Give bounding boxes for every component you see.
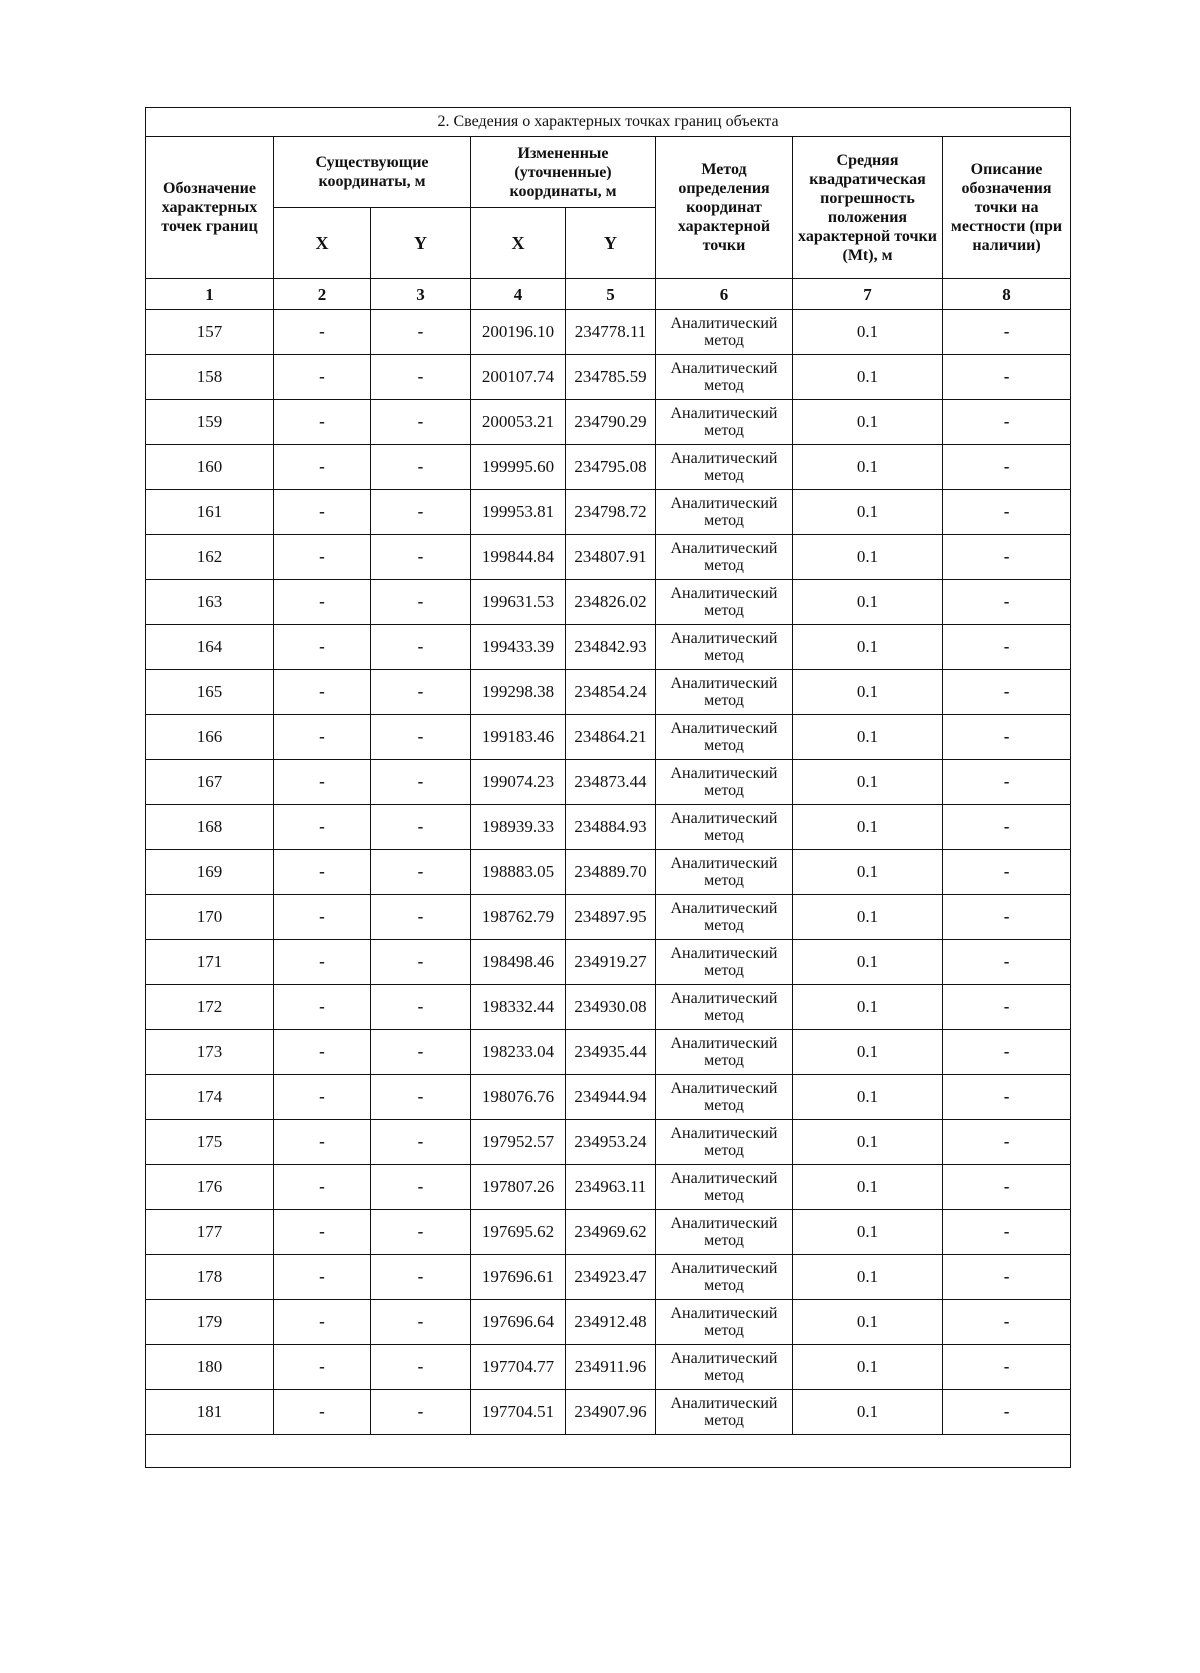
existing-y-cell: - [371,1345,471,1390]
existing-x-cell: - [274,985,371,1030]
point-number-cell: 163 [146,580,274,625]
method-cell: Аналитический метод [656,1030,793,1075]
table-row [146,310,1071,355]
existing-y-cell: - [371,1120,471,1165]
changed-y-cell: 234889.70 [566,850,656,895]
changed-y-cell: 234923.47 [566,1255,656,1300]
point-number-cell: 174 [146,1075,274,1120]
point-number-cell: 168 [146,805,274,850]
changed-y-cell: 234842.93 [566,625,656,670]
point-number-cell: 170 [146,895,274,940]
error-cell: 0.1 [793,1255,943,1300]
description-cell: - [943,355,1071,400]
point-number-cell: 161 [146,490,274,535]
changed-x-cell: 198762.79 [471,895,566,940]
error-cell: 0.1 [793,760,943,805]
table-row [146,355,1071,400]
error-cell: 0.1 [793,1390,943,1435]
point-number-cell: 172 [146,985,274,1030]
table-row [146,1390,1071,1435]
changed-y-cell: 234912.48 [566,1300,656,1345]
description-cell: - [943,625,1071,670]
table-row [146,850,1071,895]
changed-y-cell: 234826.02 [566,580,656,625]
changed-y-cell: 234953.24 [566,1120,656,1165]
description-cell: - [943,805,1071,850]
table-row [146,1120,1071,1165]
existing-y-cell: - [371,355,471,400]
existing-y-cell: - [371,1165,471,1210]
changed-x-cell: 197807.26 [471,1165,566,1210]
description-cell: - [943,1390,1071,1435]
existing-x-cell: - [274,1390,371,1435]
changed-x-cell: 198076.76 [471,1075,566,1120]
error-cell: 0.1 [793,355,943,400]
table-row [146,1165,1071,1210]
error-cell: 0.1 [793,940,943,985]
error-cell: 0.1 [793,850,943,895]
error-cell: 0.1 [793,895,943,940]
changed-x-cell: 200053.21 [471,400,566,445]
table-row [146,445,1071,490]
method-cell: Аналитический метод [656,355,793,400]
header-method: Метод определения координат характерной точки [656,137,793,279]
method-cell: Аналитический метод [656,1210,793,1255]
changed-x-cell: 197695.62 [471,1210,566,1255]
table-row [146,580,1071,625]
header-changed-y: Y [566,208,656,279]
error-cell: 0.1 [793,670,943,715]
changed-x-cell: 199953.81 [471,490,566,535]
point-number-cell: 160 [146,445,274,490]
existing-x-cell: - [274,1255,371,1300]
existing-y-cell: - [371,1075,471,1120]
changed-y-cell: 234930.08 [566,985,656,1030]
table-row [146,715,1071,760]
description-cell: - [943,535,1071,580]
point-number-cell: 173 [146,1030,274,1075]
existing-x-cell: - [274,715,371,760]
method-cell: Аналитический метод [656,1345,793,1390]
error-cell: 0.1 [793,625,943,670]
table-row [146,805,1071,850]
changed-y-cell: 234944.94 [566,1075,656,1120]
point-number-cell: 179 [146,1300,274,1345]
existing-y-cell: - [371,670,471,715]
table-caption: 2. Сведения о характерных точках границ объекта [146,108,1071,137]
existing-x-cell: - [274,940,371,985]
method-cell: Аналитический метод [656,1390,793,1435]
changed-y-cell: 234884.93 [566,805,656,850]
changed-y-cell: 234798.72 [566,490,656,535]
existing-x-cell: - [274,1165,371,1210]
column-number: 6 [656,279,793,310]
table-row [146,1345,1071,1390]
header-existing-y: Y [371,208,471,279]
method-cell: Аналитический метод [656,760,793,805]
existing-y-cell: - [371,850,471,895]
description-cell: - [943,940,1071,985]
table-row [146,940,1071,985]
header-existing-coords: Существующие координаты, м [274,137,471,208]
description-cell: - [943,715,1071,760]
changed-x-cell: 198498.46 [471,940,566,985]
existing-y-cell: - [371,805,471,850]
existing-x-cell: - [274,850,371,895]
method-cell: Аналитический метод [656,1120,793,1165]
changed-y-cell: 234854.24 [566,670,656,715]
description-cell: - [943,1255,1071,1300]
header-changed-x: X [471,208,566,279]
point-number-cell: 176 [146,1165,274,1210]
description-cell: - [943,760,1071,805]
table-row [146,490,1071,535]
existing-x-cell: - [274,760,371,805]
empty-footer-row [146,1435,1071,1468]
existing-y-cell: - [371,760,471,805]
empty-footer-cell [146,1435,1071,1468]
error-cell: 0.1 [793,310,943,355]
changed-y-cell: 234897.95 [566,895,656,940]
existing-x-cell: - [274,1120,371,1165]
column-number: 3 [371,279,471,310]
error-cell: 0.1 [793,805,943,850]
method-cell: Аналитический метод [656,985,793,1030]
table-row [146,1030,1071,1075]
changed-y-cell: 234935.44 [566,1030,656,1075]
description-cell: - [943,310,1071,355]
error-cell: 0.1 [793,580,943,625]
description-cell: - [943,1300,1071,1345]
description-cell: - [943,1075,1071,1120]
existing-x-cell: - [274,1210,371,1255]
changed-x-cell: 198332.44 [471,985,566,1030]
changed-y-cell: 234795.08 [566,445,656,490]
existing-y-cell: - [371,400,471,445]
description-cell: - [943,1345,1071,1390]
existing-x-cell: - [274,310,371,355]
existing-x-cell: - [274,1345,371,1390]
point-number-cell: 181 [146,1390,274,1435]
existing-y-cell: - [371,310,471,355]
existing-y-cell: - [371,1390,471,1435]
column-number: 4 [471,279,566,310]
point-number-cell: 158 [146,355,274,400]
column-number: 8 [943,279,1071,310]
description-cell: - [943,445,1071,490]
existing-y-cell: - [371,895,471,940]
description-cell: - [943,895,1071,940]
column-number: 1 [146,279,274,310]
error-cell: 0.1 [793,715,943,760]
point-number-cell: 164 [146,625,274,670]
changed-y-cell: 234790.29 [566,400,656,445]
method-cell: Аналитический метод [656,445,793,490]
existing-x-cell: - [274,805,371,850]
table-row [146,1300,1071,1345]
changed-y-cell: 234785.59 [566,355,656,400]
table-row [146,895,1071,940]
changed-y-cell: 234963.11 [566,1165,656,1210]
caption-row [146,108,1071,137]
changed-x-cell: 198233.04 [471,1030,566,1075]
error-cell: 0.1 [793,1210,943,1255]
method-cell: Аналитический метод [656,1075,793,1120]
point-number-cell: 166 [146,715,274,760]
table-body [146,310,1071,1435]
error-cell: 0.1 [793,985,943,1030]
point-number-cell: 178 [146,1255,274,1300]
existing-y-cell: - [371,1210,471,1255]
existing-x-cell: - [274,625,371,670]
existing-y-cell: - [371,445,471,490]
point-number-cell: 177 [146,1210,274,1255]
changed-x-cell: 197952.57 [471,1120,566,1165]
point-number-cell: 162 [146,535,274,580]
method-cell: Аналитический метод [656,625,793,670]
table-row [146,760,1071,805]
existing-y-cell: - [371,1300,471,1345]
existing-x-cell: - [274,445,371,490]
changed-x-cell: 199844.84 [471,535,566,580]
error-cell: 0.1 [793,445,943,490]
header-existing-x: X [274,208,371,279]
changed-y-cell: 234907.96 [566,1390,656,1435]
table-row [146,535,1071,580]
header-point-designation: Обозначение характерных точек границ [146,137,274,279]
column-number: 7 [793,279,943,310]
existing-y-cell: - [371,1030,471,1075]
description-cell: - [943,490,1071,535]
changed-x-cell: 200196.10 [471,310,566,355]
changed-x-cell: 199631.53 [471,580,566,625]
changed-x-cell: 197696.61 [471,1255,566,1300]
method-cell: Аналитический метод [656,310,793,355]
changed-y-cell: 234969.62 [566,1210,656,1255]
existing-x-cell: - [274,1075,371,1120]
description-cell: - [943,850,1071,895]
changed-y-cell: 234919.27 [566,940,656,985]
existing-y-cell: - [371,490,471,535]
existing-y-cell: - [371,580,471,625]
boundary-points-table [145,107,1071,1468]
method-cell: Аналитический метод [656,940,793,985]
description-cell: - [943,1210,1071,1255]
column-number: 2 [274,279,371,310]
existing-x-cell: - [274,400,371,445]
existing-y-cell: - [371,625,471,670]
existing-x-cell: - [274,490,371,535]
existing-x-cell: - [274,580,371,625]
changed-x-cell: 197696.64 [471,1300,566,1345]
error-cell: 0.1 [793,1030,943,1075]
method-cell: Аналитический метод [656,895,793,940]
table-row [146,985,1071,1030]
point-number-cell: 157 [146,310,274,355]
table-row [146,1075,1071,1120]
description-cell: - [943,670,1071,715]
method-cell: Аналитический метод [656,1300,793,1345]
changed-y-cell: 234807.91 [566,535,656,580]
existing-y-cell: - [371,940,471,985]
table-row [146,625,1071,670]
description-cell: - [943,1165,1071,1210]
changed-x-cell: 198883.05 [471,850,566,895]
point-number-cell: 180 [146,1345,274,1390]
error-cell: 0.1 [793,1075,943,1120]
table-row [146,1210,1071,1255]
error-cell: 0.1 [793,1120,943,1165]
changed-y-cell: 234873.44 [566,760,656,805]
point-number-cell: 159 [146,400,274,445]
table-row [146,670,1071,715]
existing-x-cell: - [274,670,371,715]
point-number-cell: 175 [146,1120,274,1165]
existing-x-cell: - [274,355,371,400]
description-cell: - [943,400,1071,445]
method-cell: Аналитический метод [656,580,793,625]
description-cell: - [943,985,1071,1030]
error-cell: 0.1 [793,490,943,535]
description-cell: - [943,1030,1071,1075]
existing-x-cell: - [274,1300,371,1345]
changed-x-cell: 197704.77 [471,1345,566,1390]
description-cell: - [943,1120,1071,1165]
column-number: 5 [566,279,656,310]
method-cell: Аналитический метод [656,1255,793,1300]
changed-x-cell: 199183.46 [471,715,566,760]
error-cell: 0.1 [793,1165,943,1210]
point-number-cell: 169 [146,850,274,895]
method-cell: Аналитический метод [656,805,793,850]
existing-y-cell: - [371,715,471,760]
method-cell: Аналитический метод [656,490,793,535]
method-cell: Аналитический метод [656,715,793,760]
existing-y-cell: - [371,985,471,1030]
description-cell: - [943,580,1071,625]
point-number-cell: 167 [146,760,274,805]
error-cell: 0.1 [793,400,943,445]
error-cell: 0.1 [793,1345,943,1390]
changed-x-cell: 199995.60 [471,445,566,490]
changed-y-cell: 234778.11 [566,310,656,355]
table-row [146,1255,1071,1300]
existing-y-cell: - [371,535,471,580]
changed-x-cell: 200107.74 [471,355,566,400]
method-cell: Аналитический метод [656,400,793,445]
changed-x-cell: 199074.23 [471,760,566,805]
column-numbers-row [146,279,1071,310]
changed-y-cell: 234864.21 [566,715,656,760]
error-cell: 0.1 [793,535,943,580]
method-cell: Аналитический метод [656,535,793,580]
header-changed-coords: Измененные (уточненные) координаты, м [471,137,656,208]
method-cell: Аналитический метод [656,850,793,895]
changed-x-cell: 198939.33 [471,805,566,850]
method-cell: Аналитический метод [656,1165,793,1210]
point-number-cell: 165 [146,670,274,715]
table-row [146,400,1071,445]
changed-y-cell: 234911.96 [566,1345,656,1390]
error-cell: 0.1 [793,1300,943,1345]
existing-x-cell: - [274,535,371,580]
method-cell: Аналитический метод [656,670,793,715]
header-row-top [146,137,1071,208]
existing-y-cell: - [371,1255,471,1300]
changed-x-cell: 199433.39 [471,625,566,670]
point-number-cell: 171 [146,940,274,985]
existing-x-cell: - [274,895,371,940]
existing-x-cell: - [274,1030,371,1075]
document-page [145,107,1070,1468]
header-error: Средняя квадратическая погрешность положения характерной точки (Mt), м [793,137,943,279]
changed-x-cell: 199298.38 [471,670,566,715]
header-description: Описание обозначения точки на местности (при наличии) [943,137,1071,279]
changed-x-cell: 197704.51 [471,1390,566,1435]
